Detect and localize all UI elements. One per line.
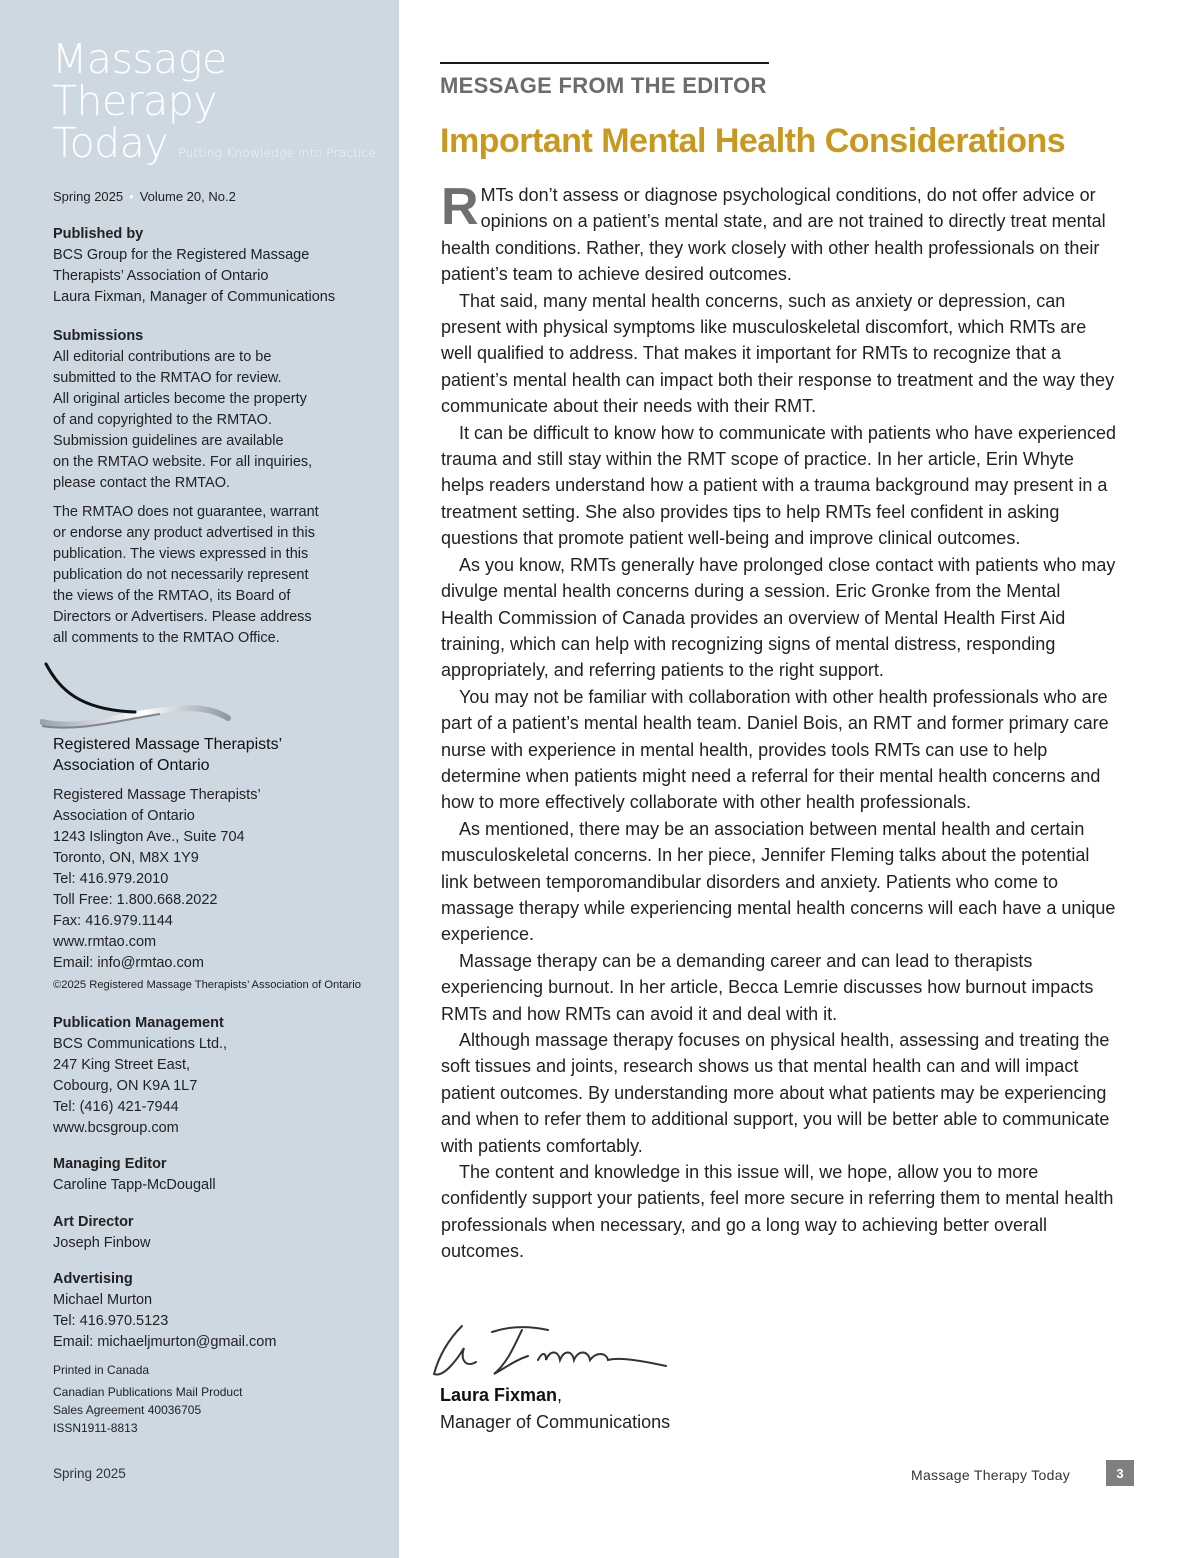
pubmgmt-line: BCS Communications Ltd., <box>53 1036 228 1052</box>
footer-issue-date: Spring 2025 <box>53 1466 126 1481</box>
address-line: Registered Massage Therapists’ <box>53 787 261 803</box>
mail-line: Canadian Publications Mail Product <box>53 1385 243 1399</box>
mail-line: Sales Agreement 40036705 <box>53 1403 202 1417</box>
address-line: Fax: 416.979.1144 <box>53 913 173 929</box>
article-paragraph: You may not be familiar with collaboration with other health professionals who are part of a patient’s mental health team. Daniel Bois, an RMT and former primary care nurse with experience in mental health, provides tools RMTs can use to help determine when patients might need a referral for their mental health concerns and how to more effectively collaborate with other health professionals. <box>441 686 1109 813</box>
disclaimer-line: publication. The views expressed in this <box>53 546 309 562</box>
article-paragraph <box>441 178 1117 288</box>
printed-notice: Printed in Canada <box>53 1363 150 1377</box>
drop-cap: R <box>441 178 479 236</box>
masthead-title-line2: Therapy <box>52 77 218 125</box>
art-director-name: Joseph Finbow <box>53 1235 151 1251</box>
email-link[interactable]: Email: info@rmtao.com <box>53 955 204 971</box>
article-body <box>441 178 1117 1265</box>
article-paragraph: Massage therapy can be a demanding career and can lead to therapists experiencing burnout. In her article, Becca Lemrie discusses how burnout impacts RMTs and how RMTs can avoid it and deal with it. <box>441 950 1094 1024</box>
disclaimer-line: all comments to the RMTAO Office. <box>53 630 280 646</box>
article-paragraph: As mentioned, there may be an association between mental health and certain musculoskeletal concerns. In her piece, Jennifer Fleming talks about the potential link between temporomandibular disorders and anxiety. Patients who come to massage therapy while experiencing mental health concerns will each have a unique experience. <box>441 818 1116 945</box>
disclaimer-line: or endorse any product advertised in this <box>53 525 315 541</box>
masthead-logo <box>52 35 377 167</box>
advertising-heading: Advertising <box>53 1271 133 1287</box>
article-paragraph: That said, many mental health concerns, such as anxiety or depression, can present with physical symptoms like musculoskeletal discomfort, which RMTs are well qualified to address. That makes it important for RMTs to recognize that a patient’s mental health can impact both their response to treatment and the way they communicate about their needs with their RMT. <box>441 290 1115 417</box>
mail-agreement <box>53 1383 242 1437</box>
issue-info <box>53 186 236 207</box>
advertising-line: Tel: 416.970.5123 <box>53 1313 169 1329</box>
advertising-email-link[interactable]: Email: michaeljmurton@gmail.com <box>53 1334 277 1350</box>
published-by-line: BCS Group for the Registered Massage <box>53 247 310 263</box>
article-paragraph: Although massage therapy focuses on physical health, assessing and treating the soft tissues and joints, research shows us that mental health can and will impact patient outcomes. By understanding more about what patients may be experiencing and when to refer them to additional support, you will be better able to communicate with patients comfortably. <box>441 1030 1110 1156</box>
association-name <box>53 734 282 776</box>
disclaimer-line: Directors or Advertisers. Please address <box>53 609 312 625</box>
rmtao-swoosh-logo <box>40 660 240 732</box>
submissions-line: All editorial contributions are to be <box>53 349 272 365</box>
managing-editor-name: Caroline Tapp-McDougall <box>53 1177 216 1193</box>
issue-volume: Volume 20, No.2 <box>139 189 236 204</box>
article-paragraph: It can be difficult to know how to communicate with patients who have experienced trauma and still stay within the RMT scope of practice. In her article, Erin Whyte helps readers understand how a patient with a trauma background may present in a treatment setting. She also provides tips to help RMTs feel confident in asking questions that promote patient well-being and improve clinical outcomes. <box>441 422 1117 549</box>
art-director-section <box>53 1212 151 1254</box>
issue-season: Spring 2025 <box>53 189 124 204</box>
article-headline: Important Mental Health Considerations <box>440 122 1066 160</box>
managing-editor-heading: Managing Editor <box>53 1156 167 1172</box>
published-by-heading: Published by <box>53 226 144 242</box>
address-line: 1243 Islington Ave., Suite 704 <box>53 829 245 845</box>
submissions-line: submitted to the RMTAO for review. <box>53 370 282 386</box>
signoff-comma: , <box>557 1385 563 1405</box>
art-director-heading: Art Director <box>53 1214 134 1230</box>
bullet-separator: • <box>129 189 134 204</box>
footer-publication-name: Massage Therapy Today <box>911 1467 1071 1483</box>
pubmgmt-website-link[interactable]: www.bcsgroup.com <box>53 1120 179 1136</box>
publication-management-section <box>53 1013 227 1139</box>
submissions-line: Submission guidelines are available <box>53 433 284 449</box>
managing-editor-section <box>53 1154 216 1196</box>
copyright-notice: ©2025 Registered Massage Therapists’ Association of Ontario <box>53 979 361 991</box>
address-line: Association of Ontario <box>53 808 195 824</box>
submissions-heading: Submissions <box>53 328 144 344</box>
published-by-line: Therapists’ Association of Ontario <box>53 268 269 284</box>
pubmgmt-line: Tel: (416) 421-7944 <box>53 1099 179 1115</box>
submissions-line: All original articles become the property <box>53 391 307 407</box>
address-line: Toll Free: 1.800.668.2022 <box>53 892 218 908</box>
article-paragraph: As you know, RMTs generally have prolonged close contact with patients who may divulge mental health concerns during a session. Eric Gronke from the Mental Health Commission of Canada provides an overview of Mental Health First Aid training, which can help with recognizing signs of mental distress, responding appropriately, and referring patients to the right support. <box>441 554 1116 681</box>
submissions-line: on the RMTAO website. For all inquiries, <box>53 454 313 470</box>
signoff-name: Laura Fixman <box>440 1385 558 1405</box>
published-by-line: Laura Fixman, Manager of Communications <box>53 289 336 305</box>
masthead-title-line1: Massage <box>52 35 227 83</box>
association-address <box>53 785 261 974</box>
disclaimer-line: the views of the RMTAO, its Board of <box>53 588 291 604</box>
signoff-title: Manager of Communications <box>440 1412 671 1432</box>
mail-line: ISSN1911-8813 <box>53 1421 138 1435</box>
disclaimer-line: The RMTAO does not guarantee, warrant <box>53 504 319 520</box>
masthead-tagline: Putting Knowledge into Practice <box>178 145 377 160</box>
submissions-section <box>53 326 312 494</box>
pubmgmt-line: 247 King Street East, <box>53 1057 191 1073</box>
advertising-line: Michael Murton <box>53 1292 153 1308</box>
section-kicker: MESSAGE FROM THE EDITOR <box>440 73 767 98</box>
association-name-line2: Association of Ontario <box>53 757 210 774</box>
header-rule <box>440 62 769 64</box>
page-number: 3 <box>1106 1460 1134 1486</box>
pubmgmt-line: Cobourg, ON K9A 1L7 <box>53 1078 198 1094</box>
article-paragraph-text: MTs don’t assess or diagnose psychological conditions, do not offer advice or opinions on a patient’s mental state, and are not trained to directly treat mental health conditions. Rather, they work closely with other health professionals on their patient’s team to achieve desired outcomes. <box>441 185 1106 285</box>
submissions-line: of and copyrighted to the RMTAO. <box>53 412 272 428</box>
article-paragraph: The content and knowledge in this issue will, we hope, allow you to more confidently support your patients, feel more secure in referring them to mental health professionals when necessary, and go a long way to achieving better overall outcomes. <box>441 1162 1114 1262</box>
advertising-section <box>53 1269 276 1353</box>
signoff-name-line <box>440 1385 562 1406</box>
handwritten-signature <box>430 1318 680 1384</box>
submissions-line: please contact the RMTAO. <box>53 475 231 491</box>
publication-management-heading: Publication Management <box>53 1015 224 1031</box>
disclaimer-line: publication do not necessarily represent <box>53 567 309 583</box>
address-line: Tel: 416.979.2010 <box>53 871 169 887</box>
address-line: Toronto, ON, M8X 1Y9 <box>53 850 199 866</box>
masthead-title-line3: Today <box>52 119 169 167</box>
disclaimer-section <box>53 502 319 649</box>
association-name-line1: Registered Massage Therapists’ <box>53 736 283 753</box>
published-by-section <box>53 224 335 308</box>
website-link[interactable]: www.rmtao.com <box>53 934 157 950</box>
